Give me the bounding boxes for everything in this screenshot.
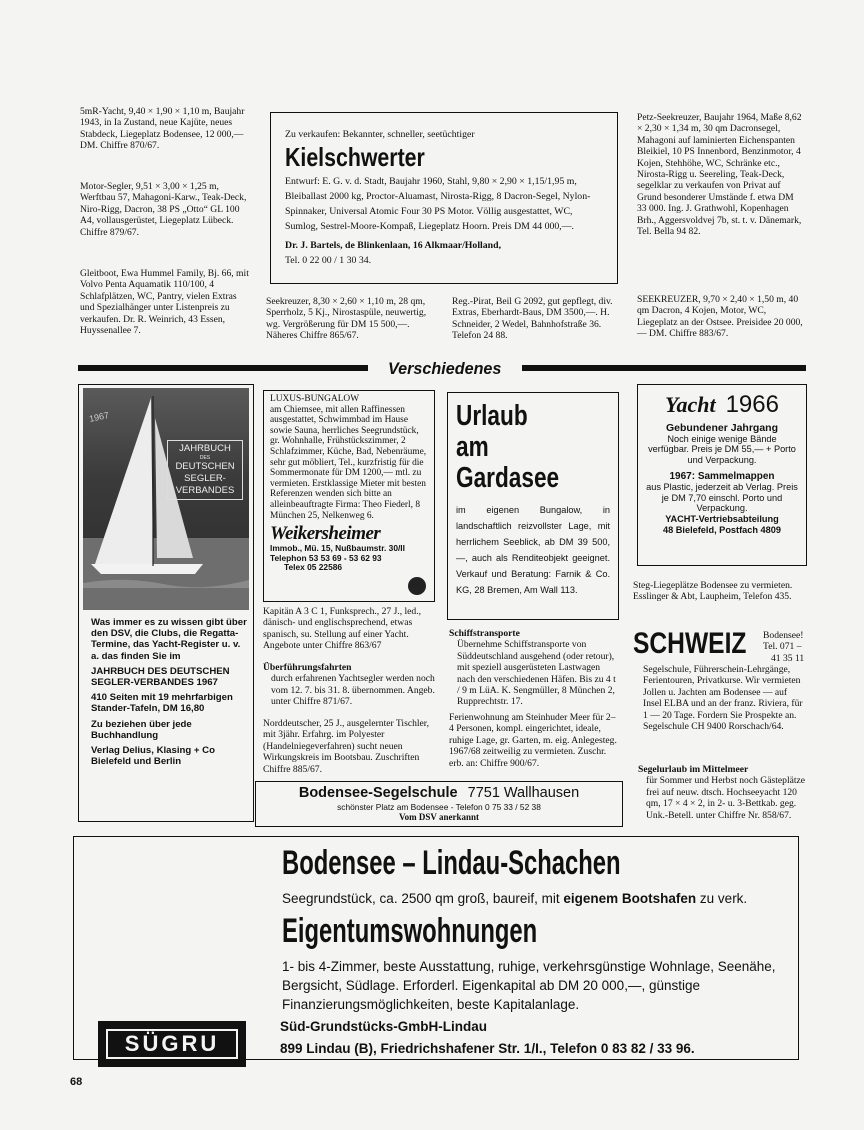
cover-line-5: VERBANDES xyxy=(175,485,235,496)
ad-kapitaen-text: Kapitän A 3 C 1, Funksprech., 27 J., led., dänisch- und englischsprechend, etwas spanisch, su. Stellung auf einer Yacht. Angebote unter Chiffre 863/67 xyxy=(263,606,422,652)
section-bar-left xyxy=(78,365,368,371)
bungalow-title: LUXUS-BUNGALOW xyxy=(270,394,360,404)
ad-segelurlaub-title: Segelurlaub im Mittelmeer xyxy=(638,764,749,775)
segelschule-line-3: Vom DSV anerkannt xyxy=(398,812,480,822)
lindau-title-1: Bodensee – Lindau-Schachen xyxy=(282,844,621,882)
jahrbuch-publisher: Verlag Delius, Klasing + Co Bielefeld und Berlin xyxy=(91,745,215,768)
ad-segelurlaub-body: für Sommer und Herbst noch Gästeplätze frei auf neuw. dtsch. Hochseeyacht 120 qm, 17 × 4 × 2, in 2- u. 3-Bettkab. geg. Unk.-Betell. unter Chiffre Nr. 858/67. xyxy=(646,775,806,821)
lindau-company: Süd-Grundstücks-GmbH-Lindau xyxy=(280,1019,487,1034)
kielschwerter-tel: Tel. 0 22 00 / 1 30 34. xyxy=(285,255,372,266)
bungalow-body: am Chiemsee, mit allen Raffinessen ausgestattet, Schwimmbad im Hause sowie Sauna, herrliches Seegrundstück, gr. Wohnhalle, Frühstückszimmer, 2 Schlafzimmer, Küche, Bad, Nebenräume, sehr gut möbliert, Tel., kurzfristig für die Sommermonate für DM 1200,— mtl. zu vermieten. Erstklassige Mieter mit besten Referenzen wenden sich bitte an alleinbeauftragte Firma: Theo Fiederl, 8 München 25, Nelkenweg 6. xyxy=(270,404,427,521)
book-cover xyxy=(83,388,249,610)
gardasee-title-3: Gardasee xyxy=(456,462,560,494)
cover-line-1: JAHRBUCH xyxy=(179,443,231,454)
schweiz-phone xyxy=(763,630,813,664)
cover-year: 1967 xyxy=(88,410,110,424)
ad-ueberfuehrung xyxy=(263,662,435,708)
weikersheimer-logo: Weikersheimer xyxy=(270,523,381,545)
ad-ferienwohnung-text: Ferienwohnung am Steinhuder Meer für 2–4 Personen, kompl. eingerichtet, ideale, ruhige Lage, gr. Garten, m. eig. Anlegesteg. 1967/68 zeitweilig zu vermieten. Zuschr. erb. an: Chiffre 900/67. xyxy=(449,712,617,769)
cover-line-3: DEUTSCHEN xyxy=(175,461,235,472)
lindau-title-2: Eigentumswohnungen xyxy=(282,912,538,950)
schweiz-tel-2: Tel. 071 – xyxy=(763,641,802,653)
ad-schiffstransporte-body: Übernehme Schiffstransporte von Süddeutschland ausgehend (oder retour), mit speziell ausgerüsteten Lastwagen nach den verschiedenen Häfen. Bis zu 4 t / 9 m LüA. K. Sengmüller, 8 München 2, Rupprechtstr. 17. xyxy=(457,639,616,708)
segelschule-ad xyxy=(255,781,623,827)
lindau-text-1b: eigenem Bootshafen xyxy=(563,891,697,906)
segelschule-line-2: schönster Platz am Bodensee - Telefon 0 75 33 / 52 38 xyxy=(337,802,541,812)
kielschwerter-intro: Zu verkaufen: Bekannter, schneller, seetüchtiger xyxy=(285,129,475,140)
ad-ueberfuehrung-body: durch erfahrenen Yachtsegler werden noch vom 12. 7. bis 31. 8. übernommen. Angeb. unter Chiffre 871/67. xyxy=(271,673,435,708)
gardasee-body: im eigenen Bungalow, in landschaftlich reizvollster Lage, mit herrlichem Seeblick, ab DM 39 500,—, auch als Renditeobjekt geeignet. Verkauf und Beratung: Farnik & Co. KG, 28 Bremen, Am Wall 113. xyxy=(456,505,610,595)
ad-reg-pirat-text: Reg.-Pirat, Beil G 2092, gut gepflegt, div. Extras, Eberhardt-Baus, DM 3500,—. H. Schneider, 2 Wedel, Bahnhofstraße 36. Telefon 24 88. xyxy=(452,296,613,342)
ad-seekreuzer-1 xyxy=(266,296,438,342)
lindau-text-1a: Seegrundstück, ca. 2500 qm groß, baureif, mit xyxy=(282,891,564,906)
page-number: 68 xyxy=(70,1076,83,1088)
yacht-body: Noch einige wenige Bände verfügbar. Preis je DM 55,— + Porto und Verpackung. xyxy=(648,434,796,465)
section-title: Verschiedenes xyxy=(388,359,502,378)
gardasee-ad xyxy=(447,392,619,620)
ad-motor-segler-text: Motor-Segler, 9,51 × 3,00 × 1,25 m, Werftbau 57, Mahagoni-Karw., Teak-Deck, Niro-Rigg, Dacron, 38 PS „Otto“ GL 100 A4, vollausgerüstet, Liegeplatz Lübeck. Chiffre 879/67. xyxy=(80,181,247,238)
ad-petz-seekreuzer-text: Petz-Seekreuzer, Baujahr 1964, Maße 8,62 × 2,30 × 1,34 m, 30 qm Dacronsegel, Mahagoni auf laminierten Eichenspanten Bleikiel, 10 PS Innenbord, Benzinmotor, 4 Kojen, Stehhöhe, WC, Schränke etc., Nirosta-Rigg u. Seereling, Teak-Deck, segelklar zu verkaufen von Privat auf Grund besonderer Umstände f. etwa DM 33 000. Ing. J. Grathwohl, Kopenhagen Brh., Aggersvoldvej 7b, st. t. v. Dänemark, Tel. Bella 94 82. xyxy=(637,112,802,238)
ad-seekreuzer-1-text: Seekreuzer, 8,30 × 2,60 × 1,10 m, 28 qm, Sperrholz, 5 Kj., Nirostaspüle, neuwertig, wg. Vergrößerung für DM 15 500,—. Näheres Chiffre 865/67. xyxy=(266,296,427,342)
ad-gleitboot xyxy=(80,268,250,336)
schweiz-title: SCHWEIZ xyxy=(633,627,747,660)
yacht-year: 1966 xyxy=(725,391,779,418)
segelschule-place: 7751 Wallhausen xyxy=(467,785,580,801)
gardasee-title-2: am xyxy=(456,431,489,463)
ad-schiffstransporte xyxy=(449,628,619,708)
suegru-logo xyxy=(98,1021,246,1067)
ad-motor-segler xyxy=(80,181,250,238)
ad-5mr-yacht xyxy=(80,106,250,152)
cover-line-4: SEGLER- xyxy=(184,473,226,484)
kielschwerter-title: Kielschwerter xyxy=(285,142,425,172)
kielschwerter-body: Entwurf: E. G. v. d. Stadt, Baujahr 1960, Stahl, 9,80 × 2,90 × 1,15/1,95 m, Bleiballast 2000 kg, Proctor-Aluamast, Nirosta-Rigg, 8 Dacron-Segel, Nylon-Spinnaker, Universal Atomic Four 30 PS Motor. Völlig ausgestattet, WC, Sumlog, Sestrel-Moore-Kompaß, Liegeplatz Hoorn. Preis DM 44 000,—. xyxy=(285,176,591,232)
ad-kapitaen xyxy=(263,606,435,652)
schweiz-body: Segelschule, Führerschein-Lehrgänge, Ferientouren, Privatkurse. Wir vermieten Jollen u. Jachten am Bodensee — auf Insel ELBA und an der franz. Riviera, für 1 — 20 Tage. Fordern Sie Prospekte an. Segelschule CH 9400 Rorschach/64. xyxy=(643,664,803,733)
bungalow-telex: Telex 05 22586 xyxy=(284,562,343,573)
ad-steg-liegeplaetze-text: Steg-Liegeplätze Bodensee zu vermieten. Esslinger & Abt, Laupheim, Telefon 435. xyxy=(633,580,793,603)
ad-seekreuzer-2 xyxy=(637,294,805,340)
yacht-contact-1: YACHT-Vertriebsabteilung xyxy=(665,514,779,525)
yacht-contact-2: 48 Bielefeld, Postfach 4809 xyxy=(663,525,781,536)
bungalow-ad xyxy=(263,390,435,602)
ad-seekreuzer-2-text: SEEKREUZER, 9,70 × 2,40 × 1,50 m, 40 qm Dacron, 4 Kojen, Motor, WC, Liegeplatz an der Ostsee. Preisidee 20 000,— DM. Chiffre 883/67. xyxy=(637,294,803,340)
lindau-ad xyxy=(73,836,799,1060)
kielschwerter-contact: Dr. J. Bartels, de Blinkenlaan, 16 Alkmaar/Holland, xyxy=(285,240,502,251)
gardasee-title-1: Urlaub xyxy=(456,400,528,432)
jahrbuch-intro: Was immer es zu wissen gibt über den DSV, die Clubs, die Regatta-Termine, das Yacht-Register u. v. a. das finden Sie im xyxy=(91,617,247,662)
ad-norddeutscher-text: Norddeutscher, 25 J., ausgelernter Tischler, mit 3jähr. Erfahrg. im Polyester (Handelniegeverfahren) sucht neuen Wirkungskreis im Bootsbau. Zuschriften Chiffre 885/67. xyxy=(263,718,430,775)
lindau-text-2: 1- bis 4-Zimmer, beste Ausstattung, ruhige, verkehrsgünstige Wohnlage, Seenähe, Bergsicht, Südlage. Erforderl. Eigenkapital ab DM 20 000,—, günstige Finanzierungsmöglichkeiten, beste Kapitalanlage. xyxy=(282,959,776,1012)
yacht-jahrgang-ad xyxy=(637,384,807,566)
segelschule-headline xyxy=(256,785,622,802)
section-header xyxy=(370,359,520,379)
jahrbuch-text xyxy=(91,617,249,767)
suegru-logo-text: SÜGRU xyxy=(124,1031,220,1056)
yacht-title: Gebundener Jahrgang xyxy=(665,422,779,434)
jahrbuch-ad xyxy=(78,384,254,822)
ad-segelurlaub xyxy=(638,764,806,821)
ad-5mr-yacht-text: 5mR-Yacht, 9,40 × 1,90 × 1,10 m, Baujahr 1943, in Ia Zustand, neue Kajüte, neues Stabdeck, Liegeplatz Bodensee, 12 000,— DM. Chiffre 870/67. xyxy=(80,106,245,152)
ad-reg-pirat xyxy=(452,296,620,342)
company-seal-icon xyxy=(408,577,426,595)
jahrbuch-pages: 410 Seiten mit 19 mehrfarbigen Stander-Tafeln, DM 16,80 xyxy=(91,692,233,715)
lindau-text-1 xyxy=(282,891,747,906)
schweiz-tel-1: Bodensee! xyxy=(763,630,804,641)
yacht-title-2: 1967: Sammelmappen xyxy=(669,471,775,483)
ad-norddeutscher xyxy=(263,718,435,775)
ad-steg-liegeplaetze xyxy=(633,580,805,603)
schweiz-tel-3: 41 35 11 xyxy=(771,652,805,664)
cover-title-box xyxy=(167,440,243,500)
ad-petz-seekreuzer xyxy=(637,112,805,237)
jahrbuch-title: JAHRBUCH DES DEUTSCHEN SEGLER-VERBANDES 1967 xyxy=(91,665,230,689)
bungalow-address: Immob., Mü. 15, Nußbaumstr. 30/II xyxy=(270,543,405,554)
yacht-body-2: aus Plastic, jederzeit ab Verlag. Preis je DM 7,70 einschl. Porto und Verpackung. xyxy=(646,482,798,514)
segelschule-name: Bodensee-Segelschule xyxy=(298,785,458,801)
lindau-text-1c: zu verk. xyxy=(696,891,748,906)
jahrbuch-order: Zu beziehen über jede Buchhandlung xyxy=(91,718,192,741)
ad-schiffstransporte-title: Schiffstransporte xyxy=(449,628,520,639)
bungalow-phone: Telephon 53 53 69 - 53 62 93 xyxy=(270,552,382,563)
yacht-logo: Yacht xyxy=(665,392,716,417)
ad-ueberfuehrung-title: Überführungsfahrten xyxy=(263,662,352,673)
ad-ferienwohnung xyxy=(449,712,619,769)
kielschwerter-ad xyxy=(270,112,618,284)
yacht-header xyxy=(646,391,798,419)
section-bar-right xyxy=(522,365,806,371)
lindau-address: 899 Lindau (B), Friedrichshafener Str. 1/I., Telefon 0 83 82 / 33 96. xyxy=(280,1041,695,1056)
ad-gleitboot-text: Gleitboot, Ewa Hummel Family, Bj. 66, mit Volvo Penta Aquamatik 110/100, 4 Schlafplätzen, WC, Pantry, vielen Extras und Spezialhänger unter Listenpreis zu verkaufen. Dr. R. Weinrich, 43 Essen, Huyssenallee 7. xyxy=(80,268,249,337)
cover-line-2: DES xyxy=(199,455,211,461)
